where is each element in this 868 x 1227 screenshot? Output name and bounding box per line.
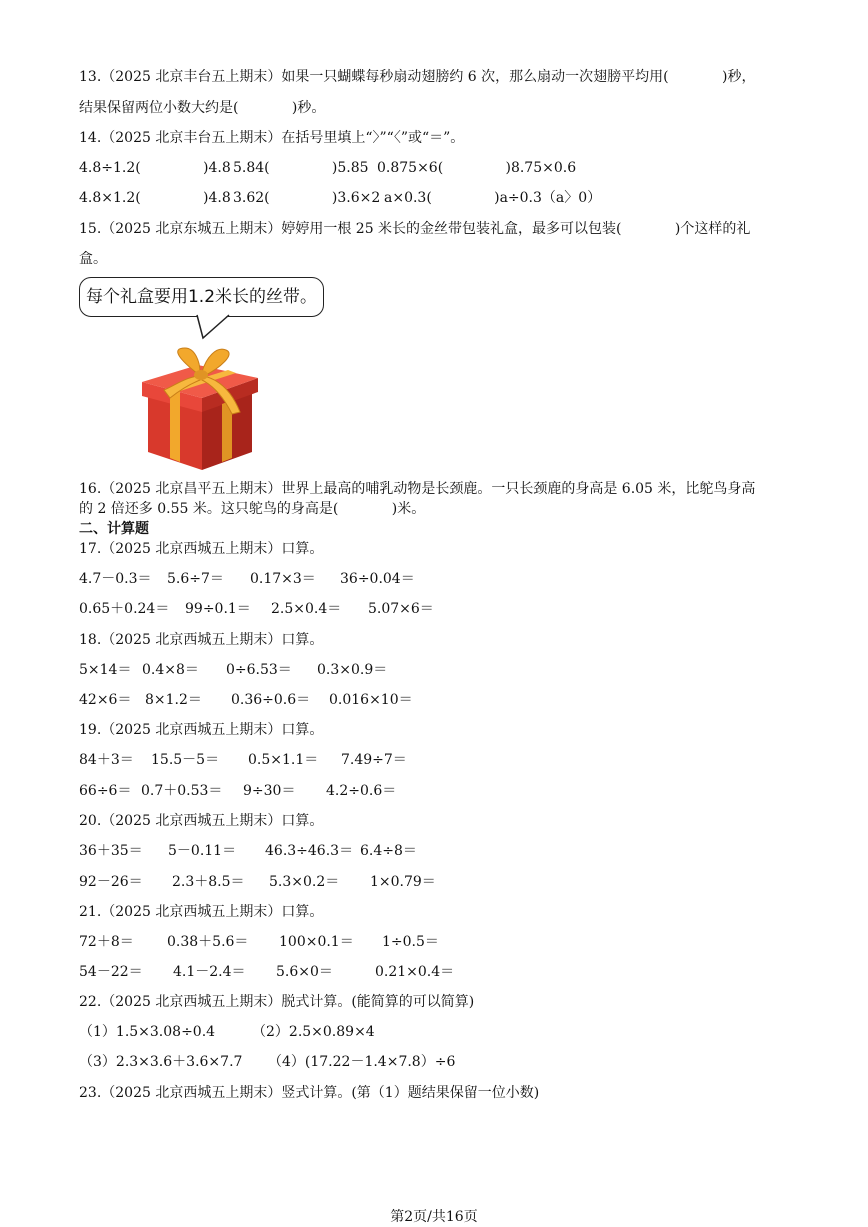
q17-stem: 17.（2025 北京西城五上期末）口算。 bbox=[79, 541, 324, 557]
q18-stem: 18.（2025 北京西城五上期末）口算。 bbox=[79, 632, 324, 648]
written-calc-item: （2）2.5×0.89×4 bbox=[252, 1024, 375, 1040]
oral-calc-item: 1×0.79＝ bbox=[370, 874, 436, 890]
oral-calc-item: 6.4÷8＝ bbox=[360, 843, 417, 859]
q14-stem: 14.（2025 北京丰台五上期末）在括号里填上“〉”“〈”或“＝”。 bbox=[79, 130, 465, 146]
q14-item: 4.8×1.2( )4.8 bbox=[79, 190, 231, 206]
oral-calc-item: 4.7－0.3＝ bbox=[79, 571, 152, 587]
oral-calc-item: 66÷6＝ bbox=[79, 783, 132, 799]
q13-line2: 结果保留两位小数大约是( )秒。 bbox=[79, 100, 326, 116]
oral-calc-item: 5.6÷7＝ bbox=[167, 571, 224, 587]
q14-item: 3.62( )3.6×2 bbox=[233, 190, 381, 206]
q14-item: a×0.3( )a÷0.3（a〉0） bbox=[384, 190, 602, 206]
written-calc-item: （4）(17.22－1.4×7.8）÷6 bbox=[268, 1054, 456, 1070]
ribbon-front bbox=[170, 388, 180, 462]
oral-calc-item: 5－0.11＝ bbox=[168, 843, 237, 859]
oral-calc-item: 84＋3＝ bbox=[79, 752, 134, 768]
oral-calc-item: 46.3÷46.3＝ bbox=[265, 843, 354, 859]
oral-calc-item: 0.4×8＝ bbox=[142, 662, 199, 678]
q19-stem: 19.（2025 北京西城五上期末）口算。 bbox=[79, 722, 324, 738]
q15-line2: 盒。 bbox=[79, 251, 107, 267]
q16-line2: 的 2 倍还多 0.55 米。这只鸵鸟的身高是( )米。 bbox=[79, 501, 426, 517]
q20-stem: 20.（2025 北京西城五上期末）口算。 bbox=[79, 813, 324, 829]
oral-calc-item: 5×14＝ bbox=[79, 662, 132, 678]
oral-calc-item: 100×0.1＝ bbox=[279, 934, 354, 950]
oral-calc-item: 36＋35＝ bbox=[79, 843, 143, 859]
oral-calc-item: 36÷0.04＝ bbox=[340, 571, 415, 587]
oral-calc-item: 4.2÷0.6＝ bbox=[326, 783, 397, 799]
q14-item: 0.875×6( )8.75×0.6 bbox=[377, 160, 577, 176]
speech-bubble-text: 每个礼盒要用1.2米长的丝带。 bbox=[85, 287, 318, 307]
written-calc-item: （1）1.5×3.08÷0.4 bbox=[79, 1024, 216, 1040]
oral-calc-item: 0.36÷0.6＝ bbox=[231, 692, 311, 708]
oral-calc-item: 0.17×3＝ bbox=[250, 571, 316, 587]
oral-calc-item: 2.5×0.4＝ bbox=[271, 601, 342, 617]
speech-bubble bbox=[79, 277, 324, 317]
oral-calc-item: 0÷6.53＝ bbox=[226, 662, 292, 678]
oral-calc-item: 0.7＋0.53＝ bbox=[141, 783, 223, 799]
oral-calc-item: 4.1－2.4＝ bbox=[173, 964, 246, 980]
oral-calc-item: 42×6＝ bbox=[79, 692, 132, 708]
oral-calc-item: 9÷30＝ bbox=[243, 783, 296, 799]
q14-item: 4.8÷1.2( )4.8 bbox=[79, 160, 231, 176]
written-calc-item: （3）2.3×3.6＋3.6×7.7 bbox=[79, 1054, 243, 1070]
oral-calc-item: 0.38＋5.6＝ bbox=[167, 934, 249, 950]
q13-line1: 13.（2025 北京丰台五上期末）如果一只蝴蝶每秒扇动翅膀约 6 次，那么扇动一次翅膀平均用( )秒， bbox=[79, 69, 756, 85]
q14-item: 5.84( )5.85 bbox=[233, 160, 369, 176]
oral-calc-item: 0.5×1.1＝ bbox=[248, 752, 319, 768]
oral-calc-item: 5.3×0.2＝ bbox=[269, 874, 340, 890]
oral-calc-item: 5.07×6＝ bbox=[368, 601, 434, 617]
oral-calc-item: 8×1.2＝ bbox=[145, 692, 202, 708]
q21-stem: 21.（2025 北京西城五上期末）口算。 bbox=[79, 904, 324, 920]
oral-calc-item: 0.016×10＝ bbox=[329, 692, 413, 708]
q16-line1: 16.（2025 北京昌平五上期末）世界上最高的哺乳动物是长颈鹿。一只长颈鹿的身高是 6.05 米，比鸵鸟身高 bbox=[79, 481, 756, 497]
q22-stem: 22.（2025 北京西城五上期末）脱式计算。(能简算的可以简算) bbox=[79, 994, 475, 1010]
speech-bubble-tail bbox=[195, 312, 235, 340]
oral-calc-item: 7.49÷7＝ bbox=[341, 752, 407, 768]
bow-knot bbox=[194, 370, 208, 380]
oral-calc-item: 15.5－5＝ bbox=[151, 752, 220, 768]
oral-calc-item: 72＋8＝ bbox=[79, 934, 134, 950]
q23-stem: 23.（2025 北京西城五上期末）竖式计算。(第（1）题结果保留一位小数) bbox=[79, 1085, 540, 1101]
page-number-footer: 第2页/共16页 bbox=[390, 1209, 478, 1225]
oral-calc-item: 0.21×0.4＝ bbox=[375, 964, 455, 980]
gift-box-illustration bbox=[140, 340, 260, 475]
oral-calc-item: 0.3×0.9＝ bbox=[317, 662, 388, 678]
oral-calc-item: 2.3＋8.5＝ bbox=[172, 874, 245, 890]
section-heading-calculation: 二、计算题 bbox=[79, 521, 149, 537]
oral-calc-item: 54－22＝ bbox=[79, 964, 143, 980]
oral-calc-item: 1÷0.5＝ bbox=[382, 934, 439, 950]
oral-calc-item: 99÷0.1＝ bbox=[185, 601, 251, 617]
oral-calc-item: 92－26＝ bbox=[79, 874, 143, 890]
q15-line1: 15.（2025 北京东城五上期末）婷婷用一根 25 米长的金丝带包装礼盒，最多可以包装( )个这样的礼 bbox=[79, 221, 751, 237]
oral-calc-item: 5.6×0＝ bbox=[276, 964, 333, 980]
oral-calc-item: 0.65＋0.24＝ bbox=[79, 601, 170, 617]
